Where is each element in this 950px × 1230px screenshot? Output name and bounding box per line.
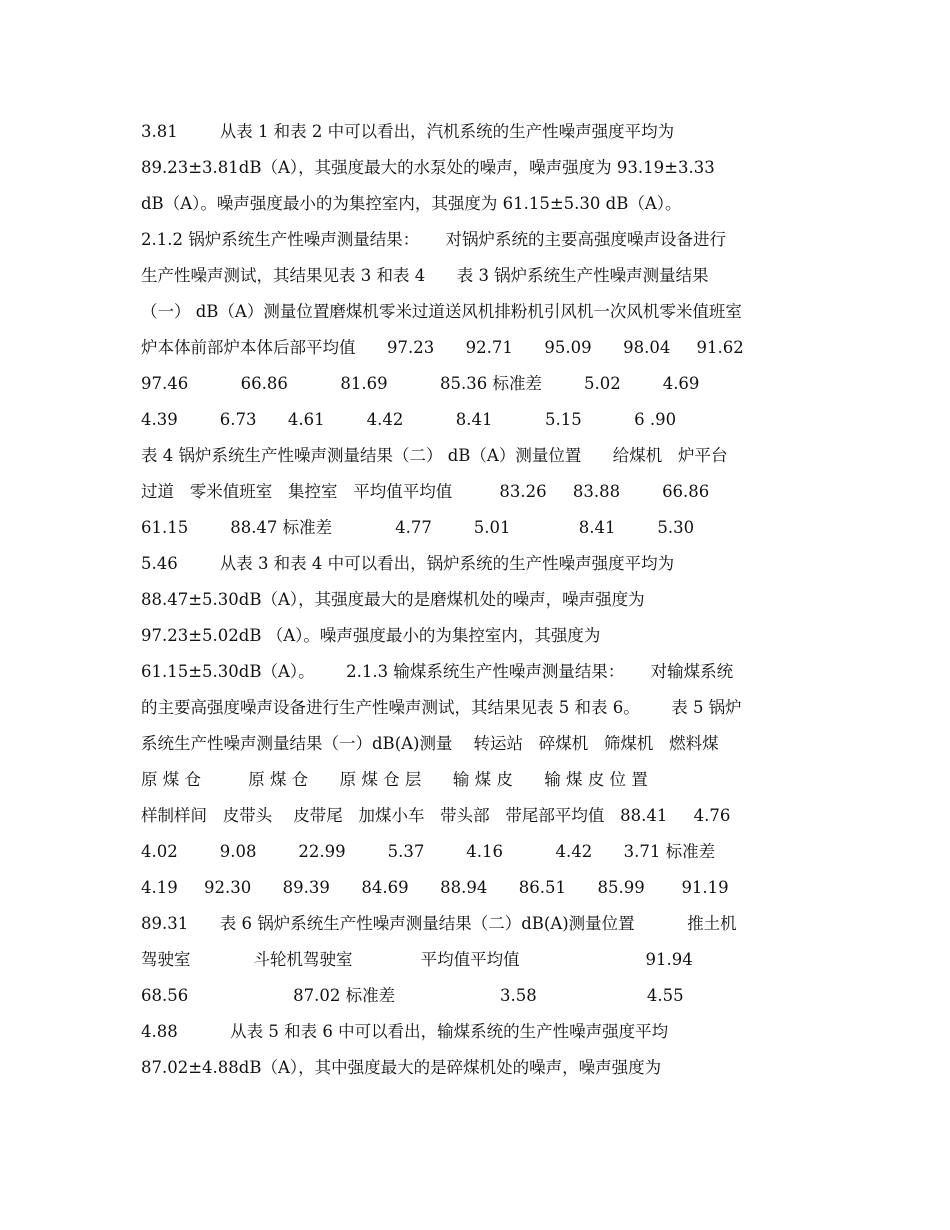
text-line: 过道 零米值班室 集控室 平均值平均值 83.26 83.88 66.86 bbox=[141, 482, 710, 501]
text-line: 炉本体前部炉本体后部平均值 97.23 92.71 95.09 98.04 91.62 bbox=[141, 338, 744, 357]
text-line: 4.19 92.30 89.39 84.69 88.94 86.51 85.99 91.19 bbox=[141, 878, 729, 897]
text-line: 61.15 88.47 标准差 4.77 5.01 8.41 5.30 bbox=[141, 518, 695, 537]
text-line: dB（A）。噪声强度最小的为集控室内，其强度为 61.15±5.30 dB（A）。 bbox=[141, 194, 682, 213]
text-line: 97.46 66.86 81.69 85.36 标准差 5.02 4.69 bbox=[141, 374, 700, 393]
text-line: 68.56 87.02 标准差 3.58 4.55 bbox=[141, 986, 684, 1005]
text-line: 3.81 从表 1 和表 2 中可以看出，汽机系统的生产性噪声强度平均为 bbox=[141, 122, 675, 141]
text-line: 4.39 6.73 4.61 4.42 8.41 5.15 6 .90 bbox=[141, 410, 677, 429]
text-line: 的主要高强度噪声设备进行生产性噪声测试，其结果见表 5 和表 6。 表 5 锅炉 bbox=[141, 698, 742, 717]
text-line: 原 煤 仓 原 煤 仓 原 煤 仓 层 输 煤 皮 输 煤 皮 位 置 bbox=[141, 770, 648, 789]
text-line: 样制样间 皮带头 皮带尾 加煤小车 带头部 带尾部平均值 88.41 4.76 bbox=[141, 806, 731, 825]
text-line: 2.1.2 锅炉系统生产性噪声测量结果： 对锅炉系统的主要高强度噪声设备进行 bbox=[141, 230, 726, 249]
text-line: 驾驶室 斗轮机驾驶室 平均值平均值 91.94 bbox=[141, 950, 693, 969]
text-line: 88.47±5.30dB（A），其强度最大的是磨煤机处的噪声，噪声强度为 bbox=[141, 590, 645, 609]
text-line: 87.02±4.88dB（A），其中强度最大的是碎煤机处的噪声，噪声强度为 bbox=[141, 1058, 662, 1077]
text-line: 表 4 锅炉系统生产性噪声测量结果（二） dB（A）测量位置 给煤机 炉平台 bbox=[141, 446, 728, 465]
text-line: 89.23±3.81dB（A），其强度最大的水泵处的噪声，噪声强度为 93.19±3.33 bbox=[141, 158, 715, 177]
text-line: 4.88 从表 5 和表 6 中可以看出，输煤系统的生产性噪声强度平均 bbox=[141, 1022, 669, 1041]
text-line: 97.23±5.02dB （A）。噪声强度最小的为集控室内，其强度为 bbox=[141, 626, 601, 645]
text-line: 生产性噪声测试，其结果见表 3 和表 4 表 3 锅炉系统生产性噪声测量结果 bbox=[141, 266, 709, 285]
text-line: 系统生产性噪声测量结果（一）dB(A)测量 转运站 碎煤机 筛煤机 燃料煤 bbox=[141, 734, 719, 753]
text-line: 89.31 表 6 锅炉系统生产性噪声测量结果（二）dB(A)测量位置 推土机 bbox=[141, 914, 737, 933]
text-line: 4.02 9.08 22.99 5.37 4.16 4.42 3.71 标准差 bbox=[141, 842, 716, 861]
text-line: （一） dB（A）测量位置磨煤机零米过道送风机排粉机引风机一次风机零米值班室 bbox=[141, 302, 742, 321]
text-line: 5.46 从表 3 和表 4 中可以看出，锅炉系统的生产性噪声强度平均为 bbox=[141, 554, 675, 573]
text-line: 61.15±5.30dB（A）。 2.1.3 输煤系统生产性噪声测量结果： 对输煤系统 bbox=[141, 662, 734, 681]
